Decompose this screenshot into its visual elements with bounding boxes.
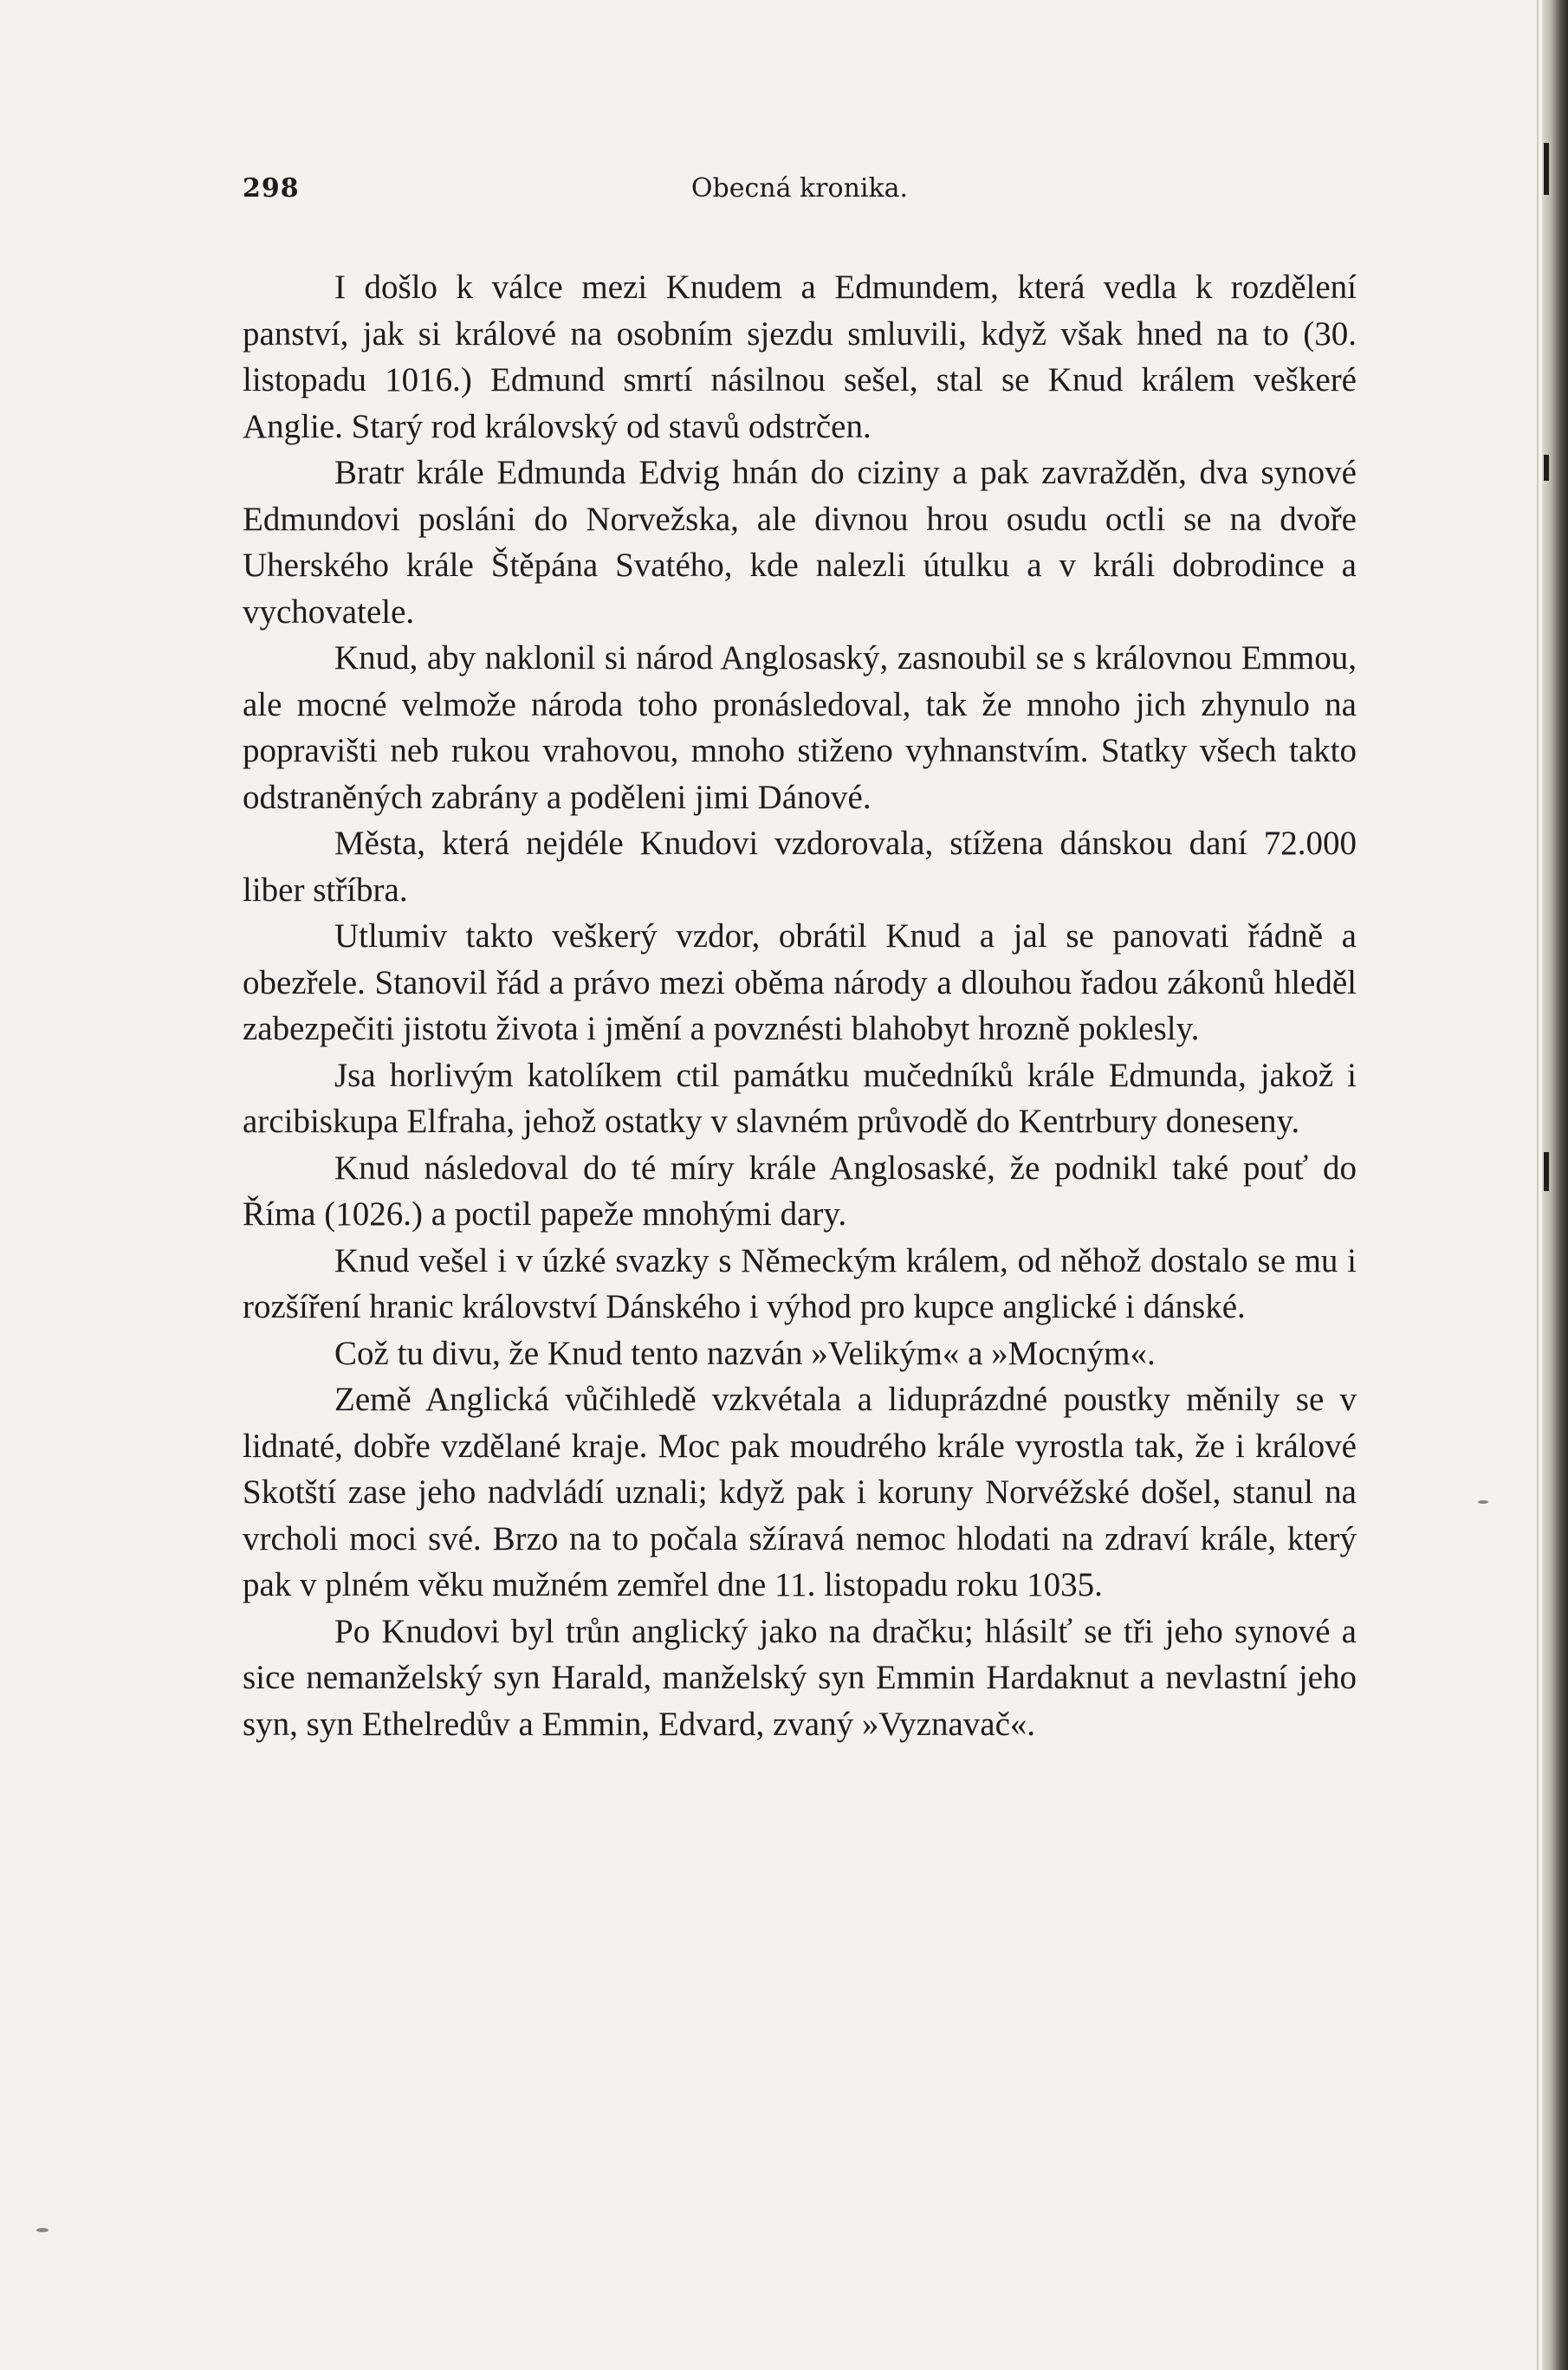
paragraph: Země Anglická vůčihledě vzkvétala a liduprázdné poustky měnily se v lidnaté, dobře vzdělané kraje. Moc pak moudrého krále vyrostla tak, že i králové Skotští zase jeho nadvládí uznali; když pak i koruny Norvéžské došel, stanul na vrcholi moci své. Brzo na to počala sžíravá nemoc hlodati na zdraví krále, který pak v plném věku mužném zemřel dne 11. listopadu roku 1035. [243, 1381, 1357, 1603]
edge-mark [1544, 1152, 1549, 1191]
edge-mark [1544, 143, 1549, 195]
paragraph: Knud, aby naklonil si národ Anglosaský, zasnoubil se s královnou Emmou, ale mocné velmože národa toho pronásledoval, tak že mnoho jich zhynulo na popravišti neb rukou vrahovou, mnoho stiženo vyhnanstvím. Statky všech takto odstraněných zabrány a poděleni jimi Dánové. [243, 639, 1357, 816]
paragraph: Města, která nejdéle Knudovi vzdorovala, stížena dánskou daní 72.000 liber stříbra. [243, 825, 1357, 909]
paragraph: Knud vešel i v úzké svazky s Německým králem, od něhož dostalo se mu i rozšíření hranic království Dánského i výhod pro kupce anglické i dánské. [243, 1241, 1357, 1325]
paragraph: Utlumiv takto veškerý vzdor, obrátil Knud a jal se panovati řádně a obezřele. Stanovil řád a právo mezi oběma národy a dlouhou řadou zákonů hleděl zabezpečiti jistotu života i jmění a povznésti blahobyt hrozně poklesly. [243, 917, 1357, 1047]
running-title: Obecná kronika. [690, 173, 909, 204]
paragraph: Což tu divu, že Knud tento nazván »Velikým« a »Mocným«. [334, 1334, 1156, 1372]
edge-mark [1544, 455, 1549, 481]
body-text [243, 264, 1357, 1747]
paragraph: I došlo k válce mezi Knudem a Edmundem, která vedla k rozdělení panství, jak si králové na osobním sjezdu smluvili, když však hned na to (30. listopadu 1016.) Edmund smrtí násilnou sešel, stal se Knud králem veškeré Anglie. Starý rod královský od stavů odstrčen. [243, 269, 1357, 445]
paragraph: Jsa horlivým katolíkem ctil památku mučedníků krále Edmunda, jakož i arcibiskupa Elfraha, jehož ostatky v slavném průvodě do Kentrbury doneseny. [243, 1056, 1357, 1140]
paper-speck [1478, 1500, 1488, 1504]
paragraph: Bratr krále Edmunda Edvig hnán do ciziny a pak zavražděn, dva synové Edmundovi posláni do Norvežska, ale divnou hrou osudu octli se na dvoře Uherského krále Štěpána Svatého, kde nalezli útulku a v králi dobrodince a vychovatele. [243, 454, 1357, 631]
page-gutter-line [1537, 0, 1539, 2370]
paragraph: Po Knudovi byl trůn anglický jako na dračku; hlásilť se tři jeho synové a sice nemanželský syn Harald, manželský syn Emmin Hardaknut a nevlastní jeho syn, syn Ethelredův a Emmin, Edvard, zvaný »Vyznavač«. [243, 1612, 1357, 1743]
paragraph: Knud následoval do té míry krále Anglosaské, že podnikl také pouť do Říma (1026.) a poctil papeže mnohými dary. [243, 1149, 1357, 1233]
paper-speck [36, 2228, 49, 2232]
page-header [243, 173, 1357, 217]
page-number: 298 [243, 173, 300, 204]
